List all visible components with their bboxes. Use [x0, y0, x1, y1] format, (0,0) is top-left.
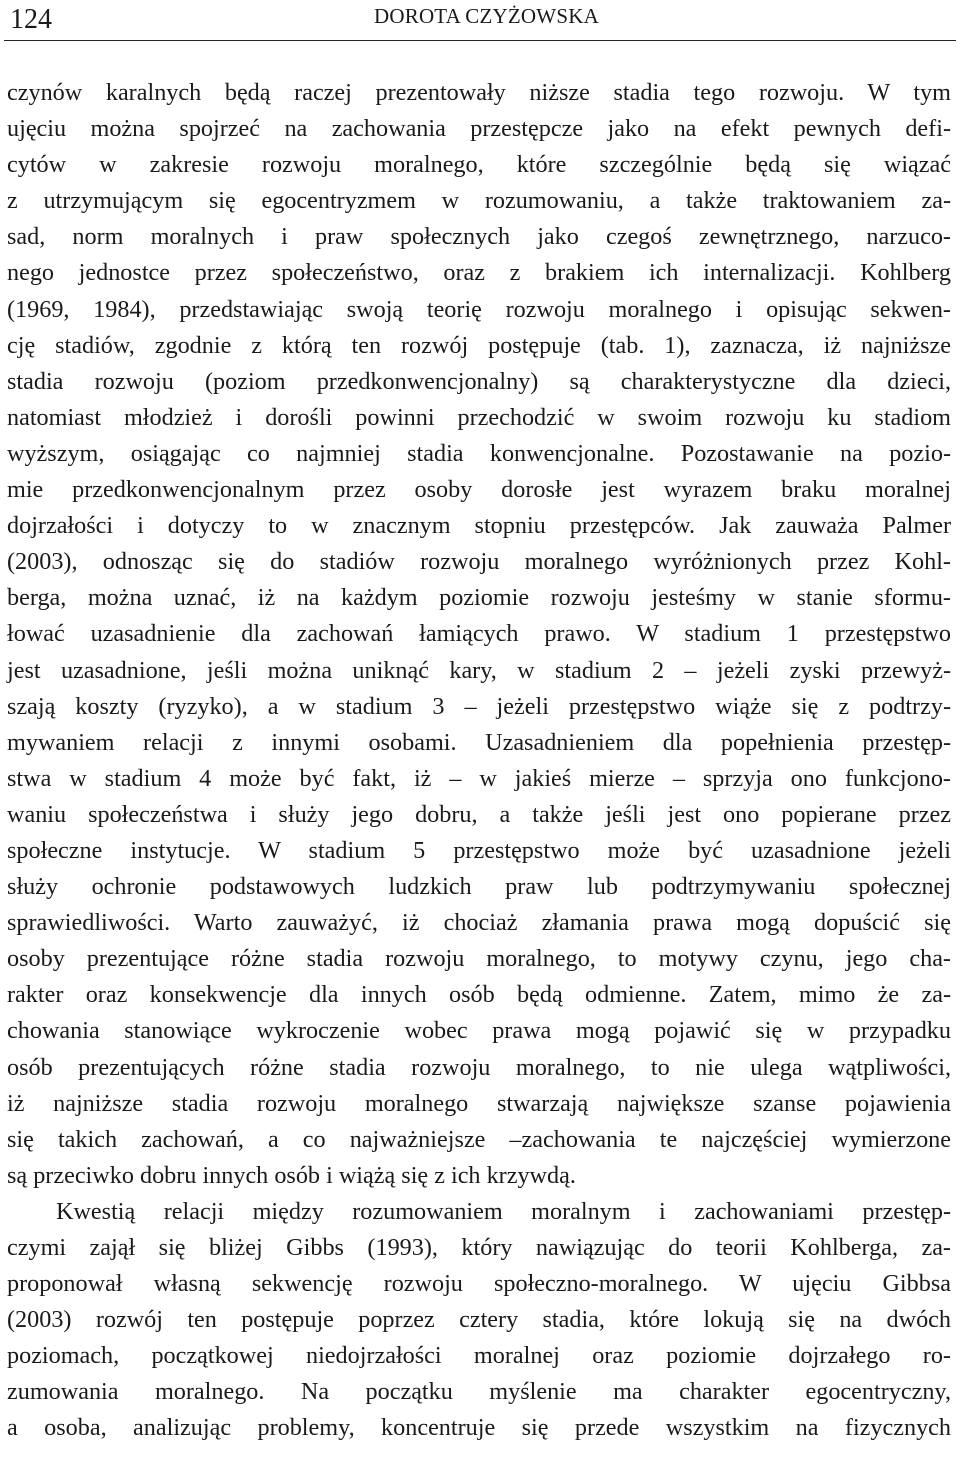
text-line: iż najniższe stadia rozwoju moralnego stwarzają największe szanse pojawienia: [7, 1089, 951, 1117]
running-head: DOROTA CZYŻOWSKA: [374, 4, 599, 28]
text-line: nego jednostce przez społeczeństwo, oraz z brakiem ich internalizacji. Kohlberg: [7, 259, 951, 287]
text-line: rakter oraz konsekwencje dla innych osób będą odmienne. Zatem, mimo że za-: [7, 981, 951, 1009]
text-line: cytów w zakresie rozwoju moralnego, które szczególnie będą się wiązać: [7, 151, 951, 179]
text-line: z utrzymującym się egocentryzmem w rozumowaniu, a także traktowaniem za-: [7, 187, 951, 215]
text-line: wyższym, osiągając co najmniej stadia konwencjonalne. Pozostawanie na pozio-: [7, 439, 951, 467]
page-number: 124: [10, 4, 52, 35]
text-line: czymi zajął się bliżej Gibbs (1993), który nawiązując do teorii Kohlberga, za-: [7, 1234, 951, 1261]
text-line: osoby prezentujące różne stadia rozwoju moralnego, to motywy czynu, jego cha-: [7, 945, 951, 973]
text-line: ujęciu można spojrzeć na zachowania przestępcze jako na efekt pewnych defi-: [7, 115, 951, 143]
text-line: (1969, 1984), przedstawiając swoją teorię rozwoju moralnego i opisując sekwen-: [7, 295, 951, 323]
text-line: stwa w stadium 4 może być fakt, iż – w jakieś mierze – sprzyja ono funkcjono-: [7, 764, 951, 792]
text-line: sad, norm moralnych i praw społecznych jako czegoś zewnętrznego, narzuco-: [7, 223, 951, 251]
text-line: szają koszty (ryzyko), a w stadium 3 – jeżeli przestępstwo wiąże się z podtrzy-: [7, 692, 951, 720]
text-line: czynów karalnych będą raczej prezentowały niższe stadia tego rozwoju. W tym: [7, 79, 951, 106]
text-line: berga, można uznać, iż na każdym poziomie rozwoju jesteśmy w stanie sformu-: [7, 584, 951, 612]
paragraph-1: [7, 75, 951, 1194]
text-line: (2003), odnosząc się do stadiów rozwoju moralnego wyróżnionych przez Kohl-: [7, 548, 951, 576]
text-line: osób prezentujących różne stadia rozwoju moralnego, to nie ulega wątpliwości,: [7, 1053, 951, 1081]
paragraph-2: [7, 1194, 951, 1447]
body-text: [7, 75, 951, 1447]
text-line: służy ochronie podstawowych ludzkich praw lub podtrzymywaniu społecznej: [7, 873, 951, 901]
text-line: mie przedkonwencjonalnym przez osoby dorosłe jest wyrazem braku moralnej: [7, 476, 951, 504]
text-line: natomiast młodzież i dorośli powinni przechodzić w swoim rozwoju ku stadiom: [7, 403, 951, 431]
text-line: mywaniem relacji z innymi osobami. Uzasadnieniem dla popełnienia przestęp-: [7, 728, 951, 756]
text-line: Kwestią relacji między rozumowaniem moralnym i zachowaniami przestęp-: [56, 1197, 951, 1225]
text-line: łować uzasadnienie dla zachowań łamiących prawo. W stadium 1 przestępstwo: [7, 620, 951, 648]
text-line: cję stadiów, zgodnie z którą ten rozwój postępuje (tab. 1), zaznacza, iż najniższe: [7, 331, 951, 359]
text-line: proponował własną sekwencję rozwoju społeczno-moralnego. W ujęciu Gibbsa: [7, 1270, 951, 1298]
text-line: zumowania moralnego. Na początku myślenie ma charakter egocentryczny,: [7, 1378, 951, 1406]
text-line: (2003) rozwój ten postępuje poprzez cztery stadia, które lokują się na dwóch: [7, 1306, 951, 1334]
text-line: waniu społeczeństwa i służy jego dobru, a także jeśli jest ono popierane przez: [7, 800, 951, 828]
text-line: stadia rozwoju (poziom przedkonwencjonalny) są charakterystyczne dla dzieci,: [7, 367, 951, 395]
text-line: poziomach, początkowej niedojrzałości moralnej oraz poziomie dojrzałego ro-: [7, 1342, 951, 1370]
text-line: jest uzasadnione, jeśli można uniknąć kary, w stadium 2 – jeżeli zyski przewyż-: [7, 656, 951, 684]
text-line: a osoba, analizując problemy, koncentruje się przede wszystkim na fizycznych: [7, 1414, 951, 1442]
text-line: się takich zachowań, a co najważniejsze –zachowania te najczęściej wymierzone: [7, 1125, 951, 1153]
page-header: [4, 0, 956, 41]
text-line: dojrzałości i dotyczy to w znacznym stopniu przestępców. Jak zauważa Palmer: [7, 512, 951, 540]
text-line: sprawiedliwości. Warto zauważyć, iż chociaż złamania prawa mogą dopuścić się: [7, 909, 951, 937]
text-line: społeczne instytucje. W stadium 5 przestępstwo może być uzasadnione jeżeli: [7, 836, 951, 864]
text-line: są przeciwko dobru innych osób i wiążą się z ich krzywdą.: [7, 1161, 576, 1189]
text-line: chowania stanowiące wykroczenie wobec prawa mogą pojawić się w przypadku: [7, 1017, 951, 1045]
